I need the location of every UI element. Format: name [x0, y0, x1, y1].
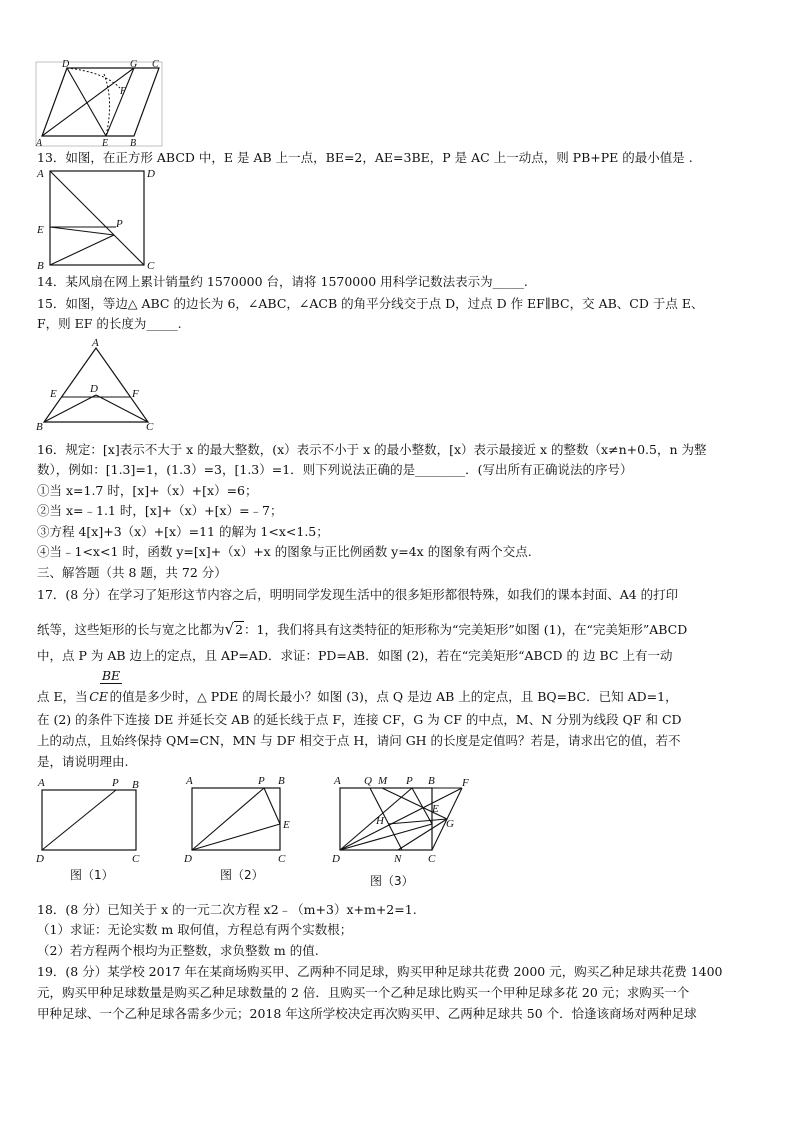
q18-line2: （1）求证：无论实数 m 取何值，方程总有两个实数根； [37, 922, 353, 937]
label-D: D [332, 853, 340, 865]
label-P: P [258, 775, 265, 787]
q19-line3: 甲种足球、一个乙种足球各需多少元；2018 年这所学校决定再次购买甲、乙两种足球共 50 个．恰逢该商场对两种足球 [37, 1006, 697, 1021]
label-F: F [462, 777, 469, 789]
label-P: P [112, 777, 119, 789]
q15-line2: F，则 EF 的长度为_____. [37, 316, 182, 331]
label-M: M [378, 775, 388, 787]
label-B: B [37, 260, 44, 271]
q13-text: 13．如图，在正方形 ABCD 中，E 是 AB 上一点，BE=2，AE=3BE，P 是 AC 上一动点，则 PB+PE 的最小值是 . [37, 150, 693, 165]
q13-figure [34, 165, 164, 271]
label-G: G [130, 60, 138, 70]
label-F: F [120, 86, 127, 97]
q16-line2: 数），例如：[1.3]=1，(1.3）=3，[1.3）=1．则下列说法正确的是________．(写出所有正确说法的序号） [37, 462, 633, 477]
label-A: A [186, 775, 193, 787]
label-D: D [36, 853, 44, 864]
label-Q: Q [364, 775, 372, 787]
label-E: E [283, 819, 290, 831]
q17-line6: 上的动点，且始终保持 QM=CN，MN 与 DF 相交于点 H，请问 GH 的长度是定值吗？若是，请求出它的值，若不 [37, 733, 681, 748]
q16-option-4: ④当﹣1<x<1 时，函数 y=[x]+（x）+x 的图象与正比例函数 y=4x 的图象有两个交点. [37, 544, 532, 559]
label-D: D [184, 853, 192, 864]
q17-line5: 在 (2) 的条件下连接 DE 并延长交 AB 的延长线于点 F，连接 CF，G 为 CF 的中点，M、N 分别为线段 QF 和 CD [37, 712, 682, 727]
label-A: A [92, 337, 99, 349]
q17-figure-3 [330, 772, 480, 866]
q17-line2a: 纸等，这些矩形的长与宽之比都为 [37, 622, 225, 637]
label-G: G [446, 818, 454, 830]
figure-3-caption: 图（3） [370, 874, 414, 888]
label-A: A [334, 775, 341, 787]
q17-line3: 中，点 P 为 AB 边上的定点，且 AP=AD．求证：PD=AB．如图 (2)，若在“完美矩形“ABCD 的 边 BC 上有一动 [37, 648, 673, 663]
q17-line4 [37, 689, 678, 705]
label-C: C [428, 853, 436, 865]
label-E: E [37, 224, 44, 236]
section-title: 三、解答题（共 8 题，共 72 分） [37, 565, 227, 580]
label-D: D [90, 383, 98, 395]
label-B: B [130, 138, 137, 148]
label-A: A [36, 138, 43, 148]
q17-line2 [37, 621, 687, 638]
fraction-numerator: BE [101, 668, 121, 683]
q17-figure-2 [182, 770, 302, 864]
q17-line7: 是，请说明理由. [37, 754, 129, 769]
label-B: B [132, 779, 139, 791]
q17-figure-1 [34, 774, 152, 864]
q16-option-3: ③方程 4[x]+3（x）+[x）=11 的解为 1<x<1.5； [37, 524, 329, 539]
q16-option-2: ②当 x=﹣1.1 时，[x]+（x）+[x）=﹣7； [37, 503, 283, 518]
label-C: C [152, 60, 159, 70]
label-E: E [50, 388, 57, 400]
q17-line2b: ：1，我们将具有这类特征的矩形称为“完美矩形”如图 (1)，在“完美矩形”ABCD [244, 622, 688, 637]
top-figure [34, 60, 164, 148]
label-P: P [406, 775, 413, 787]
label-P: P [116, 218, 123, 230]
label-C: C [132, 853, 140, 864]
label-B: B [278, 775, 285, 787]
q14-text: 14．某风扇在网上累计销量约 1570000 台，请将 1570000 用科学记数法表示为_____. [37, 274, 528, 289]
q19-line2: 元，购买甲种足球数量是购买乙种足球数量的 2 倍．且购买一个乙种足球比购买一个甲种足球多花 20 元；求购买一个 [37, 985, 690, 1000]
q17-line1: 17．(8 分）在学习了矩形这节内容之后，明明同学发现生活中的很多矩形都很特殊，如我们的课本封面、A4 的打印 [37, 587, 679, 602]
label-A: A [37, 168, 44, 180]
sqrt-radicand: 2 [235, 622, 244, 637]
q18-line1: 18．(8 分）已知关于 x 的一元二次方程 x2﹣（m+3）x+m+2=1. [37, 902, 417, 917]
fraction-denominator: CE [89, 689, 108, 704]
label-H: H [376, 815, 384, 827]
label-E: E [102, 138, 109, 148]
q17-line4a: 点 E，当 [37, 689, 88, 704]
label-D: D [62, 60, 70, 70]
label-N: N [394, 853, 402, 865]
label-C: C [146, 421, 154, 432]
label-B: B [428, 775, 435, 787]
label-B: B [36, 421, 43, 432]
figure-1-caption: 图（1） [70, 868, 114, 882]
label-A: A [38, 777, 45, 789]
q18-line3: （2）若方程两个根均为正整数，求负整数 m 的值. [37, 943, 319, 958]
q17-line4b: 的值是多少时，△ PDE 的周长最小？如图 (3)，点 Q 是边 AB 上的定点，且 BQ=BC．已知 AD=1， [109, 689, 678, 704]
label-E: E [432, 803, 439, 815]
label-C: C [147, 260, 155, 271]
q19-line1: 19．(8 分）某学校 2017 年在某商场购买甲、乙两种不同足球，购买甲种足球共花费 2000 元，购买乙种足球共花费 1400 [37, 964, 723, 979]
q15-line1: 15．如图，等边△ ABC 的边长为 6，∠ABC，∠ACB 的角平分线交于点 D，过点 D 作 EF∥BC，交 AB、CD 于点 E、 [37, 296, 704, 311]
label-C: C [278, 853, 286, 864]
sqrt-symbol: √ [224, 620, 235, 638]
q16-option-1: ①当 x=1.7 时，[x]+（x）+[x）=6； [37, 483, 258, 498]
q16-line1: 16．规定：[x]表示不大于 x 的最大整数，(x）表示不小于 x 的最小整数，[x）表示最接近 x 的整数（x≠n+0.5，n 为整 [37, 442, 707, 457]
figure-2-caption: 图（2） [220, 868, 264, 882]
q15-figure [34, 336, 158, 432]
label-F: F [132, 388, 139, 400]
label-D: D [147, 168, 155, 180]
